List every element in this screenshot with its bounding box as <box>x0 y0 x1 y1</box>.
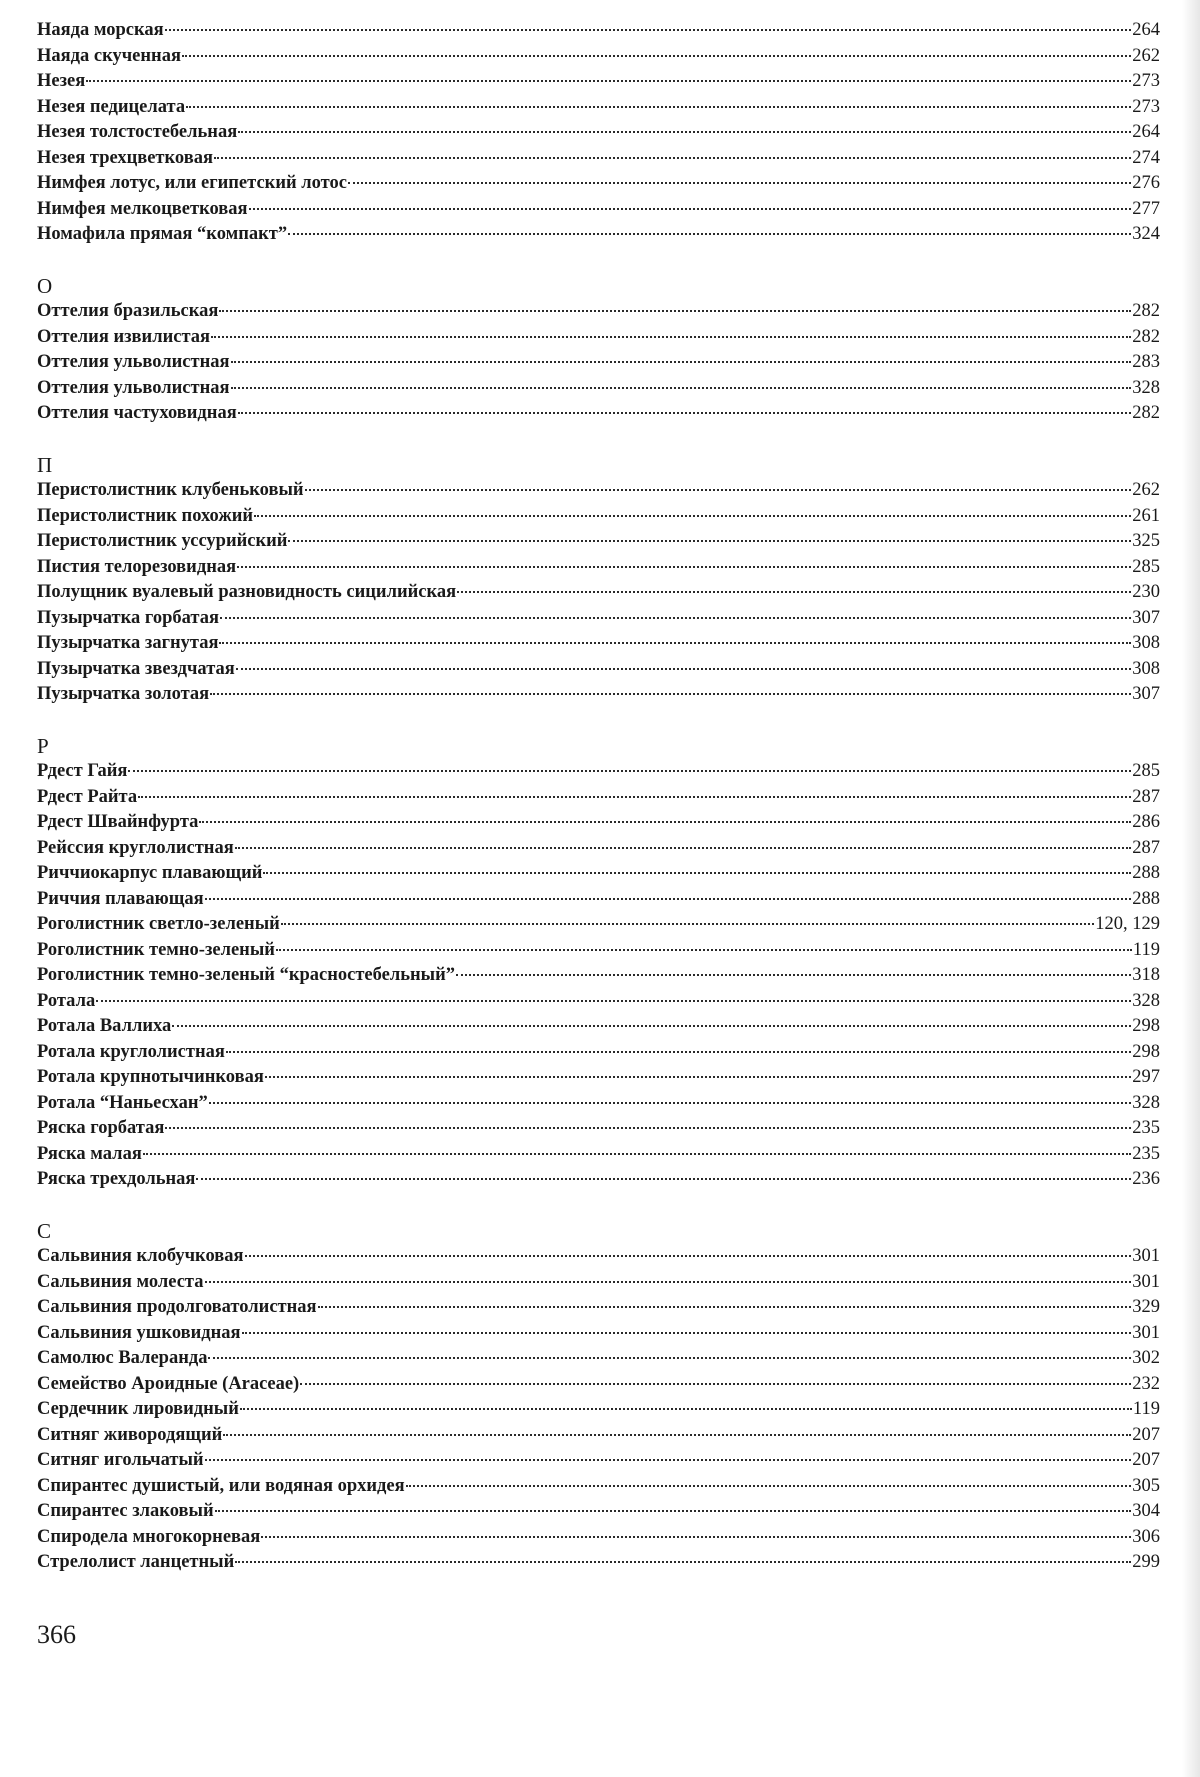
dot-leader <box>205 898 1132 900</box>
entry-name: Спирантес душистый, или водяная орхидея <box>37 1475 405 1496</box>
dot-leader <box>165 1127 1131 1129</box>
dot-leader <box>214 157 1131 159</box>
dot-leader <box>276 949 1132 951</box>
entry-name: Ситняг игольчатый <box>37 1450 204 1470</box>
index-entry <box>37 836 1160 862</box>
dot-leader <box>263 872 1131 874</box>
entry-page: 264 <box>1132 20 1160 40</box>
dot-leader <box>199 821 1131 823</box>
dot-leader <box>406 1485 1132 1487</box>
entry-page: 285 <box>1132 761 1160 781</box>
entry-name: Риччиокарпус плавающий <box>37 863 263 883</box>
entry-name: Перистолистник уссурийский <box>37 531 288 551</box>
index-entry <box>37 1295 1160 1321</box>
entry-name: Ротала Валлиха <box>37 1016 172 1036</box>
entry-page: 297 <box>1132 1067 1160 1087</box>
index-entry <box>37 18 1160 44</box>
index-entry <box>37 1372 1160 1398</box>
entry-page: 306 <box>1132 1526 1160 1547</box>
dot-leader <box>143 1153 1131 1155</box>
entry-name: Ряска малая <box>37 1143 142 1164</box>
entry-name: Ротала <box>37 990 96 1011</box>
dot-leader <box>138 796 1131 798</box>
index-entry <box>37 1550 1160 1576</box>
entry-name: Сальвиния продолговатолистная <box>37 1297 317 1317</box>
entry-page: 287 <box>1132 786 1160 807</box>
entry-page: 286 <box>1132 812 1160 832</box>
entry-page: 328 <box>1132 377 1160 398</box>
index-entry <box>37 325 1160 351</box>
index-page <box>37 18 1160 1576</box>
dot-leader <box>231 361 1132 363</box>
dot-leader <box>254 515 1131 517</box>
entry-name: Самолюс Валеранда <box>37 1348 208 1368</box>
entry-name: Пузырчатка звездчатая <box>37 658 235 679</box>
entry-page: 318 <box>1132 965 1160 985</box>
index-entry <box>37 171 1160 197</box>
index-section <box>37 453 1160 708</box>
entry-page: 308 <box>1132 658 1160 679</box>
entry-name: Полущник вуалевый разновидность сицилийская <box>37 582 457 602</box>
index-entry <box>37 299 1160 325</box>
entry-page: 273 <box>1132 96 1160 117</box>
dot-leader <box>182 55 1131 57</box>
entry-page: 285 <box>1132 556 1160 577</box>
index-entry <box>37 504 1160 530</box>
entry-name: Роголистник темно-зеленый “красностебельный” <box>37 965 456 985</box>
entry-page: 236 <box>1132 1169 1160 1189</box>
entry-page: 307 <box>1132 684 1160 704</box>
index-entry <box>37 657 1160 683</box>
entry-name: Оттелия ульволистная <box>37 377 230 398</box>
dot-leader <box>457 591 1131 593</box>
section-gap <box>37 427 1160 453</box>
dot-leader <box>348 182 1131 184</box>
entry-name: Пузырчатка горбатая <box>37 607 219 628</box>
entry-page: 120, 129 <box>1095 914 1160 934</box>
entry-name: Нимфея лотус, или египетский лотос <box>37 173 347 193</box>
dot-leader <box>318 1306 1132 1308</box>
entry-page: 282 <box>1132 301 1160 321</box>
dot-leader <box>210 693 1131 695</box>
entry-page: 305 <box>1132 1475 1160 1496</box>
dot-leader <box>238 131 1131 133</box>
entry-page: 235 <box>1132 1143 1160 1164</box>
entry-page: 282 <box>1132 326 1160 347</box>
index-entry <box>37 912 1160 938</box>
section-gap <box>37 1193 1160 1219</box>
entry-name: Семейство Ароидные (Araceae) <box>37 1373 300 1394</box>
entry-name: Незея педицелата <box>37 96 186 117</box>
entry-name: Сальвиния ушковидная <box>37 1322 241 1343</box>
entry-name: Ротала “Наньесхан” <box>37 1092 208 1113</box>
index-entry <box>37 631 1160 657</box>
dot-leader <box>240 1408 1132 1410</box>
section-letter: О <box>37 273 53 298</box>
index-entry <box>37 1167 1160 1193</box>
index-entry <box>37 1346 1160 1372</box>
entry-name: Ротала круглолистная <box>37 1041 225 1062</box>
entry-name: Роголистник светло-зеленый <box>37 914 280 934</box>
dot-leader <box>245 1255 1132 1257</box>
entry-page: 301 <box>1132 1322 1160 1343</box>
entry-page: 325 <box>1132 531 1160 551</box>
entry-page: 301 <box>1132 1271 1160 1292</box>
entry-page: 283 <box>1132 352 1160 372</box>
section-gap <box>37 708 1160 734</box>
index-section <box>37 734 1160 1193</box>
section-letter: Р <box>37 733 49 758</box>
entry-name: Ротала крупнотычинковая <box>37 1067 264 1087</box>
index-entry <box>37 1142 1160 1168</box>
entry-page: 207 <box>1132 1424 1160 1445</box>
dot-leader <box>300 1383 1131 1385</box>
dot-leader <box>219 642 1131 644</box>
index-entry <box>37 1244 1160 1270</box>
dot-leader <box>265 1076 1131 1078</box>
entry-page: 119 <box>1132 939 1160 960</box>
entry-page: 262 <box>1132 480 1160 500</box>
dot-leader <box>96 1000 1131 1002</box>
index-entry <box>37 120 1160 146</box>
entry-page: 277 <box>1132 198 1160 219</box>
entry-page: 273 <box>1132 71 1160 91</box>
entry-page: 298 <box>1132 1041 1160 1062</box>
dot-leader <box>456 974 1131 976</box>
entry-page: 262 <box>1132 45 1160 66</box>
index-entry <box>37 1499 1160 1525</box>
index-entry <box>37 1040 1160 1066</box>
index-entry <box>37 350 1160 376</box>
entry-name: Оттелия ульволистная <box>37 352 230 372</box>
entry-page: 308 <box>1132 633 1160 653</box>
index-entry <box>37 810 1160 836</box>
index-entry <box>37 1321 1160 1347</box>
dot-leader <box>249 208 1132 210</box>
dot-leader <box>242 1332 1132 1334</box>
index-entry <box>37 759 1160 785</box>
index-entry <box>37 146 1160 172</box>
entry-page: 287 <box>1132 837 1160 858</box>
index-entry <box>37 1474 1160 1500</box>
dot-leader <box>196 1178 1131 1180</box>
entry-name: Риччия плавающая <box>37 888 204 909</box>
entry-page: 298 <box>1132 1016 1160 1036</box>
entry-page: 328 <box>1132 1092 1160 1113</box>
dot-leader <box>261 1536 1131 1538</box>
index-entry <box>37 69 1160 95</box>
dot-leader <box>226 1051 1131 1053</box>
index-entry <box>37 606 1160 632</box>
entry-page: 232 <box>1132 1373 1160 1394</box>
entry-name: Незея <box>37 71 86 91</box>
entry-page: 304 <box>1132 1501 1160 1521</box>
entry-page: 288 <box>1132 863 1160 883</box>
entry-page: 301 <box>1132 1246 1160 1266</box>
index-entry <box>37 785 1160 811</box>
dot-leader <box>86 80 1131 82</box>
entry-name: Номафила прямая “компакт” <box>37 224 288 244</box>
entry-name: Спирантес злаковый <box>37 1501 214 1521</box>
section-gap <box>37 248 1160 274</box>
index-entry <box>37 1065 1160 1091</box>
entry-name: Оттелия бразильская <box>37 301 219 321</box>
entry-page: 329 <box>1132 1297 1160 1317</box>
entry-name: Пузырчатка золотая <box>37 684 210 704</box>
index-entry <box>37 1116 1160 1142</box>
index-sections <box>37 18 1160 1576</box>
dot-leader <box>186 106 1131 108</box>
index-entry <box>37 963 1160 989</box>
entry-name: Наяда морская <box>37 20 164 40</box>
entry-name: Рдест Швайнфурта <box>37 812 199 832</box>
page-edge-shadow <box>1182 0 1200 1777</box>
index-entry <box>37 376 1160 402</box>
index-section <box>37 18 1160 248</box>
section-letter: С <box>37 1218 52 1243</box>
entry-name: Рейссия круглолистная <box>37 837 234 858</box>
index-entry <box>37 401 1160 427</box>
dot-leader <box>237 566 1131 568</box>
entry-page: 302 <box>1132 1348 1160 1368</box>
index-entry <box>37 887 1160 913</box>
index-entry <box>37 222 1160 248</box>
index-section <box>37 274 1160 427</box>
entry-page: 207 <box>1132 1450 1160 1470</box>
entry-page: 276 <box>1132 173 1160 193</box>
entry-page: 264 <box>1132 122 1160 142</box>
entry-page: 282 <box>1132 403 1160 423</box>
entry-page: 261 <box>1132 505 1160 526</box>
index-entry <box>37 1448 1160 1474</box>
index-entry <box>37 529 1160 555</box>
index-entry <box>37 555 1160 581</box>
dot-leader <box>205 1281 1132 1283</box>
entry-name: Рдест Гайя <box>37 761 128 781</box>
dot-leader <box>231 387 1132 389</box>
entry-page: 324 <box>1132 224 1160 244</box>
dot-leader <box>208 1357 1131 1359</box>
dot-leader <box>238 412 1132 414</box>
entry-page: 230 <box>1132 582 1160 602</box>
dot-leader <box>209 1102 1132 1104</box>
dot-leader <box>165 29 1132 31</box>
dot-leader <box>288 233 1131 235</box>
index-entry <box>37 44 1160 70</box>
entry-name: Сердечник лировидный <box>37 1399 239 1419</box>
entry-name: Незея трехцветковая <box>37 147 213 168</box>
index-section <box>37 1219 1160 1576</box>
dot-leader <box>128 770 1131 772</box>
dot-leader <box>288 540 1131 542</box>
index-entry <box>37 478 1160 504</box>
entry-name: Оттелия частуховидная <box>37 403 237 423</box>
entry-name: Спиродела многокорневая <box>37 1526 261 1547</box>
index-entry <box>37 989 1160 1015</box>
index-entry <box>37 1270 1160 1296</box>
index-entry <box>37 1397 1160 1423</box>
index-entry <box>37 861 1160 887</box>
index-entry <box>37 1091 1160 1117</box>
index-entry <box>37 938 1160 964</box>
entry-name: Пузырчатка загнутая <box>37 633 219 653</box>
entry-name: Сальвиния клобучковая <box>37 1246 244 1266</box>
entry-name: Оттелия извилистая <box>37 326 211 347</box>
section-letter: П <box>37 452 53 477</box>
entry-name: Пистия телорезовидная <box>37 556 237 577</box>
entry-name: Сальвиния молеста <box>37 1271 204 1292</box>
entry-page: 299 <box>1132 1552 1160 1572</box>
index-entry <box>37 1525 1160 1551</box>
index-entry <box>37 95 1160 121</box>
dot-leader <box>281 923 1094 925</box>
dot-leader <box>236 668 1131 670</box>
entry-page: 119 <box>1132 1399 1160 1419</box>
entry-name: Наяда скученная <box>37 45 181 66</box>
entry-page: 274 <box>1132 147 1160 168</box>
entry-page: 288 <box>1132 888 1160 909</box>
entry-name: Стрелолист ланцетный <box>37 1552 235 1572</box>
index-entry <box>37 1423 1160 1449</box>
dot-leader <box>305 489 1132 491</box>
entry-name: Перистолистник клубеньковый <box>37 480 304 500</box>
entry-page: 307 <box>1132 607 1160 628</box>
entry-name: Незея толстостебельная <box>37 122 238 142</box>
index-entry <box>37 197 1160 223</box>
dot-leader <box>211 336 1131 338</box>
entry-name: Ряска горбатая <box>37 1118 165 1138</box>
index-entry <box>37 580 1160 606</box>
entry-page: 235 <box>1132 1118 1160 1138</box>
index-entry <box>37 682 1160 708</box>
page-number: 366 <box>37 1620 76 1649</box>
dot-leader <box>205 1459 1132 1461</box>
entry-name: Ряска трехдольная <box>37 1169 196 1189</box>
dot-leader <box>235 1561 1131 1563</box>
dot-leader <box>220 617 1131 619</box>
dot-leader <box>223 1434 1131 1436</box>
entry-page: 328 <box>1132 990 1160 1011</box>
entry-name: Рдест Райта <box>37 786 138 807</box>
entry-name: Ситняг живородящий <box>37 1424 223 1445</box>
dot-leader <box>215 1510 1132 1512</box>
dot-leader <box>172 1025 1131 1027</box>
dot-leader <box>219 310 1131 312</box>
index-entry <box>37 1014 1160 1040</box>
dot-leader <box>235 847 1132 849</box>
entry-name: Перистолистник похожий <box>37 505 254 526</box>
entry-name: Роголистник темно-зеленый <box>37 939 275 960</box>
entry-name: Нимфея мелкоцветковая <box>37 198 248 219</box>
